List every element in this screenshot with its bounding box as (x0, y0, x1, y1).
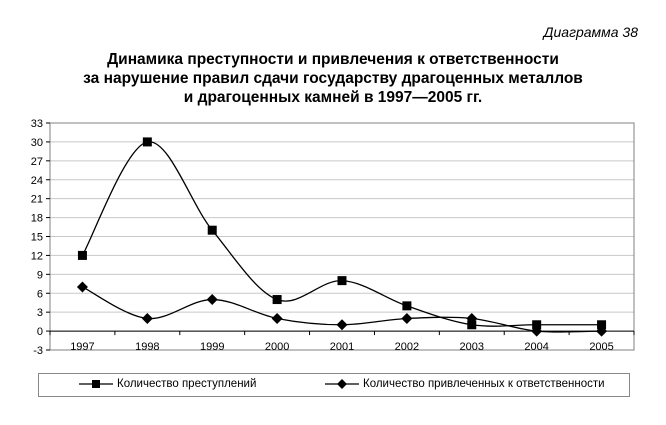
x-tick-label: 2000 (264, 341, 290, 354)
y-axis (31, 118, 50, 357)
series-2-point (272, 313, 283, 324)
x-tick-label: 2001 (329, 341, 355, 354)
series-2-point (337, 319, 348, 330)
legend-item-crimes (79, 378, 256, 390)
y-tick-label: -3 (33, 345, 43, 357)
series-1-point (78, 251, 87, 260)
series-1 (78, 137, 606, 329)
y-tick-label: 0 (36, 326, 43, 339)
chart-title-line-1: Динамика преступности и привлечения к ответственности (107, 51, 559, 68)
y-tick-label: 15 (30, 231, 43, 244)
y-tick-label: 18 (30, 212, 43, 225)
y-tick-label: 6 (36, 288, 43, 301)
chart-title-line-2: за нарушение правил сдачи государству драгоценных металлов (83, 70, 583, 87)
y-tick-label: 33 (30, 118, 43, 130)
y-tick-label: 30 (30, 136, 43, 149)
diamond-marker-icon (325, 378, 359, 390)
series-2-point (77, 281, 88, 292)
legend-label-prosecuted: Количество привлеченных к ответственности (363, 378, 605, 390)
series-1-point (402, 301, 411, 310)
x-tick-label: 2003 (459, 341, 485, 354)
x-tick-label: 1997 (70, 341, 95, 354)
diagram-number-label: Диаграмма 38 (543, 24, 638, 40)
series-2-point (142, 313, 153, 324)
series-1-point (273, 295, 282, 304)
x-tick-label: 2005 (589, 341, 614, 354)
series-1-line (82, 142, 601, 326)
y-tick-label: 12 (30, 250, 43, 263)
chart-legend (38, 373, 630, 397)
series-2 (77, 281, 607, 336)
chart-title-line-3: и драгоценных камней в 1997—2005 гг. (183, 89, 483, 106)
legend-label-crimes: Количество преступлений (117, 378, 257, 390)
series-1-point (208, 226, 217, 235)
y-tick-label: 3 (36, 307, 43, 320)
series-2-point (207, 294, 218, 305)
x-tick-label: 1999 (199, 341, 225, 354)
x-axis (50, 331, 634, 353)
y-tick-label: 9 (36, 269, 43, 282)
y-tick-label: 27 (30, 155, 43, 168)
y-tick-label: 21 (30, 193, 43, 206)
x-tick-label: 1998 (135, 341, 160, 354)
series-2-point (401, 313, 412, 324)
y-tick-label: 24 (30, 174, 43, 187)
x-tick-label: 2002 (394, 341, 420, 354)
legend-item-prosecuted (325, 378, 605, 390)
series-1-point (143, 137, 152, 146)
series-1-point (338, 276, 347, 285)
square-marker-icon (79, 378, 113, 390)
x-tick-label: 2004 (524, 341, 549, 354)
